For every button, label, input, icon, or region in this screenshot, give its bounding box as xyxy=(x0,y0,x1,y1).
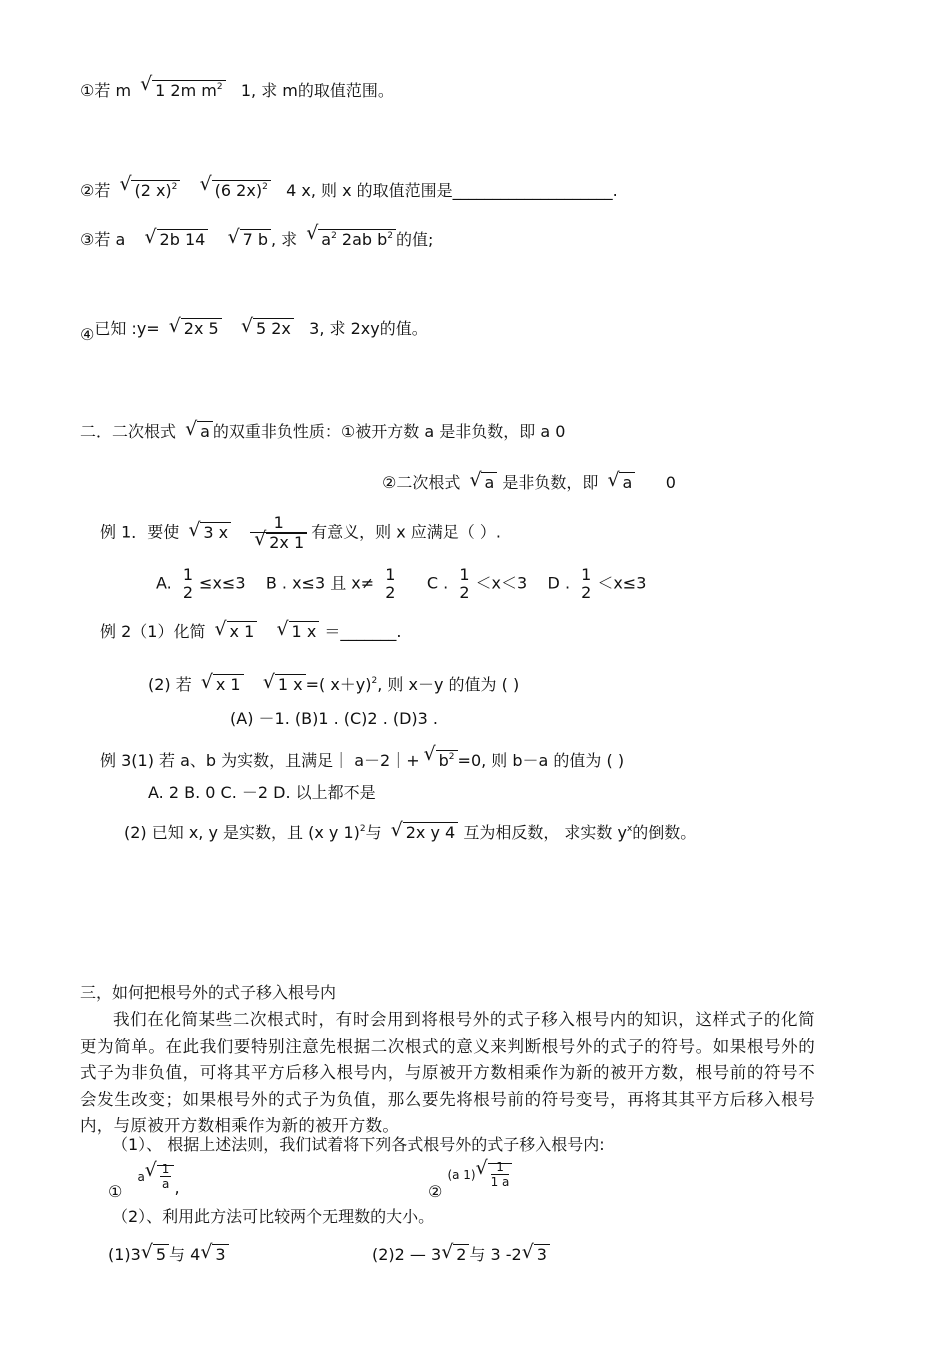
fraction xyxy=(250,514,307,552)
fraction xyxy=(181,566,195,602)
denominator: 2 xyxy=(385,583,396,602)
sqrt-icon xyxy=(140,76,225,102)
section-2-heading xyxy=(80,421,565,443)
exponent: x xyxy=(626,824,633,834)
radicand: (6 2x) xyxy=(214,181,263,200)
denominator: a xyxy=(161,1177,170,1191)
radicand: a xyxy=(619,472,635,492)
example-text: (2) 若 xyxy=(148,675,192,694)
sqrt-icon xyxy=(145,1162,175,1191)
example-label: 例 3(1) 若 a、b 为实数，且满足｜ a－2｜+ xyxy=(100,751,420,770)
example-text: (2) 已知 x, y 是实数，且 (x y 1) xyxy=(124,823,360,842)
problem-text: 已知 :y= xyxy=(94,319,160,338)
radicand: 2 xyxy=(453,1244,469,1264)
section-3-item-2: （2）、利用此方法可比较两个无理数的大小。 xyxy=(112,1207,435,1226)
property-text: 的双重非负性质：①被开方数 a 是非负数，即 a 0 xyxy=(212,422,566,441)
sqrt-icon xyxy=(469,472,497,494)
sqrt-icon xyxy=(228,229,271,251)
math-term: (a 1) xyxy=(447,1168,476,1182)
problem-number: ①若 xyxy=(80,81,111,100)
radicand: 2ab b xyxy=(336,230,388,249)
sqrt-icon xyxy=(522,1244,550,1266)
numerator: √ 1 xyxy=(161,1162,170,1176)
exponent: 2 xyxy=(448,752,455,762)
radicand: b xyxy=(438,751,449,770)
math-var: a xyxy=(115,230,126,249)
exponent: 2 xyxy=(216,82,223,92)
radicand: 5 xyxy=(153,1244,169,1264)
example-2-part-2 xyxy=(148,670,519,696)
math-term: 与 3 -2 xyxy=(469,1245,522,1264)
exponent: 2 xyxy=(359,824,366,834)
problem-text: , 求 m的取值范围。 xyxy=(251,81,394,100)
denominator: 2 xyxy=(459,583,470,602)
problem-number: ① xyxy=(108,1182,123,1201)
math-term: (2)2 — 3 xyxy=(372,1245,442,1264)
example-text: , 则 x－y 的值为 ( ) xyxy=(377,675,520,694)
radicand: 1 2m m xyxy=(155,81,217,100)
radicand: 1 x xyxy=(289,621,320,641)
radicand: x 1 xyxy=(227,621,258,641)
problem-text: 3, 求 2xy的值。 xyxy=(309,319,428,338)
option-text: ＜x≤3 xyxy=(597,573,647,593)
example-2-options: (A) －1. (B)1 . (C)2 . (D)3 . xyxy=(230,709,439,728)
exponent: 2 xyxy=(331,231,337,241)
sqrt-icon xyxy=(119,176,180,202)
sqrt-icon xyxy=(254,533,307,552)
numerator: 1 xyxy=(250,514,307,533)
example-1-options xyxy=(156,566,646,602)
convert-1 xyxy=(108,1162,180,1202)
denominator: 1 a xyxy=(490,1175,510,1189)
radicand: a xyxy=(481,472,497,492)
section-2-property-2 xyxy=(382,472,676,494)
problem-number: ④ xyxy=(80,325,95,344)
sqrt-icon xyxy=(141,1244,169,1266)
fraction xyxy=(383,566,397,602)
radicand: √ 2x 1 xyxy=(266,533,307,552)
sqrt-icon xyxy=(607,472,635,494)
sqrt-icon xyxy=(263,674,306,696)
section-title: 二．二次根式 xyxy=(80,422,177,441)
sqrt-icon xyxy=(441,1244,469,1266)
numerator: 1 xyxy=(385,565,396,584)
sqrt-icon xyxy=(145,229,209,251)
option-c: C . xyxy=(426,573,449,593)
math-term: , xyxy=(174,1178,180,1197)
radicand: 5 2x xyxy=(253,318,294,338)
example-1 xyxy=(100,514,501,554)
section-3-title: 三，如何把根号外的式子移入根号内 xyxy=(80,983,337,1002)
radicand: a xyxy=(197,421,213,441)
radicand: 3 xyxy=(212,1244,228,1264)
numerator: 1 xyxy=(581,565,592,584)
sqrt-icon xyxy=(277,621,320,643)
convert-2 xyxy=(428,1160,512,1200)
problem-4 xyxy=(80,318,428,344)
property-text: ②二次根式 xyxy=(382,473,461,492)
example-2 xyxy=(100,621,401,643)
sqrt-icon xyxy=(201,674,244,696)
compare-1 xyxy=(108,1244,229,1266)
problem-3 xyxy=(80,225,433,251)
exponent: 2 xyxy=(371,676,378,686)
radicand: 3 xyxy=(534,1244,550,1264)
fraction xyxy=(579,566,593,602)
fraction xyxy=(491,1160,510,1189)
problem-2 xyxy=(80,176,618,202)
example-label: 例 1．要使 xyxy=(100,522,180,542)
section-3-item-1: （1）、 根据上述法则，我们试着将下列各式根号外的式子移入根号内: xyxy=(112,1135,605,1154)
math-term: (1)3 xyxy=(108,1245,141,1264)
option-b: B . x≤3 且 x≠ xyxy=(265,573,375,593)
exponent: 2 xyxy=(262,182,268,192)
example-text: =( x＋y) xyxy=(305,675,372,694)
numerator: √ 1 xyxy=(491,1160,510,1175)
fraction xyxy=(457,566,471,602)
radicand: 2x y 4 xyxy=(403,822,458,842)
option-a: A. xyxy=(156,573,172,593)
sqrt-icon xyxy=(200,176,271,202)
example-text: 有意义，则 x 应满足（ ）. xyxy=(311,522,501,542)
sqrt-icon xyxy=(185,421,213,443)
property-text: 0 xyxy=(665,473,676,492)
exponent: 2 xyxy=(387,231,394,241)
math-var: a xyxy=(137,1170,145,1184)
problem-text: , 则 x 的取值范围是____________________. xyxy=(310,181,618,200)
compare-2 xyxy=(372,1244,550,1266)
option-d: D . xyxy=(547,573,571,593)
problem-number: ② xyxy=(428,1182,443,1201)
problem-text: 的值; xyxy=(396,230,434,249)
sqrt-icon xyxy=(476,1160,513,1189)
sqrt-icon xyxy=(306,225,396,251)
radicand: (2 x) xyxy=(134,181,172,200)
numerator: 1 xyxy=(182,565,194,584)
math-term: 与 4 xyxy=(169,1245,201,1264)
radicand: 2b 14 xyxy=(157,229,209,249)
example-text: =0, 则 b－a 的值为 ( ) xyxy=(457,751,625,770)
problem-1 xyxy=(80,76,394,102)
sqrt-icon xyxy=(188,522,231,544)
radicand: x 1 xyxy=(213,674,244,694)
example-3-options: A. 2 B. 0 C. －2 D. 以上都不是 xyxy=(148,783,376,802)
sqrt-icon xyxy=(241,318,294,340)
math-var: m xyxy=(115,81,132,100)
math-term: 4 x xyxy=(286,181,311,200)
problem-number: ②若 xyxy=(80,181,111,200)
example-label: 例 2（1）化简 xyxy=(100,622,206,641)
example-text: ＝_______. xyxy=(319,622,402,641)
sqrt-icon xyxy=(391,822,458,844)
example-3-part-2 xyxy=(124,818,696,844)
property-text: 是非负数，即 xyxy=(502,473,599,492)
denominator: 2 xyxy=(581,583,592,602)
problem-text: , 求 xyxy=(271,230,298,249)
problem-number: ③若 xyxy=(80,230,111,249)
option-text: ≤x≤3 xyxy=(199,573,246,593)
sqrt-icon xyxy=(169,318,222,340)
section-3-paragraph: 我们在化简某些二次根式时，有时会用到将根号外的式子移入根号内的知识，这样式子的化简更为简单。在此我们要特别注意先根据二次根式的意义来判断根号外的式子的符号。如果根号外的式子为非负值，可将其平方后移入根号内，与原被开方数相乘作为新的被开方数，根号前的符号不会发生改变；如果根号外的式子为负值，那么要先将根号前的符号变号，再将其其平方后移入根号内，与原被开方数相乘作为新的被开方数。 xyxy=(80,1010,815,1135)
option-text: ＜x＜3 xyxy=(475,573,528,593)
radicand: 3 x xyxy=(200,522,231,542)
radicand: 7 b xyxy=(240,229,271,249)
numerator: 1 xyxy=(459,565,470,584)
example-text: 与 xyxy=(365,823,382,842)
radicand: 2x 5 xyxy=(181,318,222,338)
math-term: 1 xyxy=(240,81,252,100)
fraction xyxy=(160,1162,172,1191)
exponent: 2 xyxy=(171,182,178,192)
sqrt-icon xyxy=(424,746,458,772)
example-text: 的倒数。 xyxy=(632,823,697,842)
sqrt-icon xyxy=(200,1244,228,1266)
sqrt-icon xyxy=(215,621,258,643)
denominator: 2 xyxy=(182,583,194,602)
radicand: 1 x xyxy=(275,674,306,694)
radicand: a xyxy=(321,230,332,249)
example-text: 互为相反数， 求实数 y xyxy=(463,823,627,842)
example-3 xyxy=(100,746,624,772)
